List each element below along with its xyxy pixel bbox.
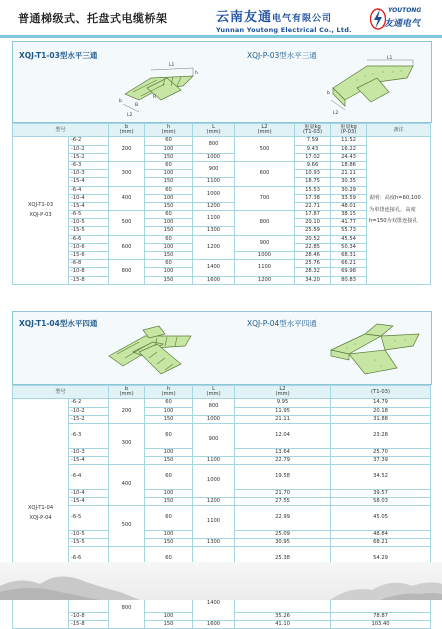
weight-cell: 68.21 bbox=[331, 538, 431, 546]
h-cell: 150 bbox=[145, 227, 193, 235]
weight-p-cell: 68.31 bbox=[331, 252, 367, 260]
col2-L-label: L bbox=[212, 386, 215, 392]
dim-label-r: R bbox=[153, 95, 157, 100]
suffix-cell: -10-4 bbox=[69, 194, 109, 202]
h-cell: 60 bbox=[145, 260, 193, 268]
suffix-cell: -15-5 bbox=[69, 227, 109, 235]
suffix-cell: -15-4 bbox=[69, 178, 109, 186]
L-cell: 1600 bbox=[193, 620, 235, 628]
page-header bbox=[0, 0, 442, 36]
L-cell: 1200 bbox=[193, 497, 235, 505]
model-name: XQJ-P-04 bbox=[29, 514, 52, 521]
b-cell: 800 bbox=[109, 260, 145, 285]
col-weight-label-p: 重量kg bbox=[340, 124, 357, 130]
L-cell: 1300 bbox=[193, 227, 235, 235]
weight-t1-cell: 10.93 bbox=[295, 170, 331, 178]
L-cell: 800 bbox=[193, 399, 235, 415]
suffix-cell: -10-2 bbox=[69, 407, 109, 415]
suffix-cell: -6-3 bbox=[69, 161, 109, 169]
col-L-unit: (mm) bbox=[206, 129, 221, 136]
suffix-cell: -10-5 bbox=[69, 530, 109, 538]
dim-label-h: h bbox=[195, 71, 198, 76]
weight-p-cell: 11.52 bbox=[331, 137, 367, 145]
L-cell: 1200 bbox=[193, 202, 235, 210]
weight-t1-cell: 7.59 bbox=[295, 137, 331, 145]
h-cell: 150 bbox=[145, 415, 193, 423]
model-names-cell bbox=[13, 137, 69, 284]
L-cell: 1000 bbox=[193, 153, 235, 161]
h-cell: 60 bbox=[145, 465, 193, 490]
table-row bbox=[13, 465, 431, 490]
col2-L-unit: (mm) bbox=[206, 391, 221, 398]
table-row bbox=[13, 506, 431, 531]
weight-t1-cell: 17.38 bbox=[295, 194, 331, 202]
b-cell: 400 bbox=[109, 186, 145, 211]
h-cell: 100 bbox=[145, 145, 193, 153]
col2-b-unit: (mm) bbox=[119, 391, 134, 398]
L-cell: 1300 bbox=[193, 538, 235, 546]
L-cell: 1000 bbox=[193, 415, 235, 423]
table-row bbox=[13, 538, 431, 546]
b-cell: 400 bbox=[109, 465, 145, 506]
table-row bbox=[13, 415, 431, 423]
L2-cell: 30.95 bbox=[235, 538, 331, 546]
weight-p-cell: 55.73 bbox=[331, 227, 367, 235]
weight-cell: 48.84 bbox=[331, 530, 431, 538]
h-cell: 100 bbox=[145, 407, 193, 415]
suffix-cell: -15-4 bbox=[69, 497, 109, 505]
b-cell: 800 bbox=[109, 588, 145, 629]
suffix-cell: -6-4 bbox=[69, 465, 109, 490]
weight-p-cell: 38.15 bbox=[331, 211, 367, 219]
col2-weight bbox=[331, 386, 431, 399]
h-cell: 100 bbox=[145, 243, 193, 251]
suffix-cell: -6-5 bbox=[69, 211, 109, 219]
table-row bbox=[13, 456, 431, 464]
b-cell: 500 bbox=[109, 211, 145, 236]
L2-cell: 21.11 bbox=[235, 415, 331, 423]
section1-diagrams bbox=[12, 41, 432, 123]
col2-L bbox=[193, 386, 235, 399]
L2-cell: 700 bbox=[235, 186, 295, 211]
L2-cell: 9.95 bbox=[235, 399, 331, 407]
col2-h-label: h bbox=[166, 386, 171, 392]
weight-cell: 45.05 bbox=[331, 506, 431, 531]
L-cell: 1100 bbox=[193, 211, 235, 227]
col-L2 bbox=[235, 124, 295, 137]
suffix-cell: -15-2 bbox=[69, 153, 109, 161]
model-name: XQJ-T1-03 bbox=[27, 201, 54, 208]
col2-L2-unit: (mm) bbox=[275, 391, 290, 398]
L2-cell: 41.10 bbox=[235, 620, 331, 628]
h-cell: 60 bbox=[145, 211, 193, 219]
h-cell: 60 bbox=[145, 423, 193, 448]
table-row bbox=[13, 423, 431, 448]
logo-text-cn: 友通电气 bbox=[384, 19, 421, 29]
h-cell: 100 bbox=[145, 489, 193, 497]
h-cell: 60 bbox=[145, 399, 193, 407]
h-cell: 60 bbox=[145, 506, 193, 531]
weight-t1-cell: 20.52 bbox=[295, 235, 331, 243]
h-cell: 100 bbox=[145, 268, 193, 276]
col2-weight-unit: (T1-03) bbox=[371, 388, 391, 395]
L2-cell: 19.58 bbox=[235, 465, 331, 490]
spec-table-tee bbox=[12, 123, 431, 285]
col-b-label: b bbox=[124, 124, 129, 130]
h-cell: 150 bbox=[145, 620, 193, 628]
col2-L2-label: L2 bbox=[279, 386, 286, 392]
suffix-cell: -6-5 bbox=[69, 506, 109, 531]
L-cell: 1100 bbox=[193, 506, 235, 539]
table-row bbox=[13, 399, 431, 407]
weight-cell: 103.40 bbox=[331, 620, 431, 628]
b-cell: 300 bbox=[109, 423, 145, 464]
ink-mountain-decoration bbox=[0, 562, 442, 600]
model-name: XQJ-P-03 bbox=[29, 211, 52, 218]
suffix-cell: -15-4 bbox=[69, 202, 109, 210]
h-cell: 60 bbox=[145, 547, 193, 572]
weight-cell: 54.29 bbox=[331, 547, 431, 572]
L2-cell: 25.38 bbox=[235, 547, 331, 572]
L-cell: 1000 bbox=[193, 465, 235, 498]
brand-suffix-cn: 电气有限公司 bbox=[272, 14, 333, 24]
L-cell: 1200 bbox=[193, 235, 235, 260]
logo-text-en: YOUTONG bbox=[388, 7, 422, 14]
suffix-cell: -10-3 bbox=[69, 170, 109, 178]
spec-table-tee-body bbox=[13, 137, 431, 284]
weight-cell: 25.70 bbox=[331, 448, 431, 456]
tray-dim-label-l2: L2 bbox=[333, 111, 339, 116]
weight-p-cell: 24.43 bbox=[331, 153, 367, 161]
suffix-cell: -10-8 bbox=[69, 268, 109, 276]
L2-cell: 22.99 bbox=[235, 506, 331, 531]
col-model: 型号 bbox=[13, 124, 109, 137]
suffix-cell: -6-6 bbox=[69, 547, 109, 572]
col-note: 备注 bbox=[367, 124, 431, 137]
h-cell: 100 bbox=[145, 612, 193, 620]
b-cell: 200 bbox=[109, 137, 145, 162]
suffix-cell: -15-2 bbox=[69, 415, 109, 423]
weight-cell: 34.52 bbox=[331, 465, 431, 490]
L2-cell: 1000 bbox=[235, 252, 295, 260]
b-cell: 500 bbox=[109, 506, 145, 547]
header-divider bbox=[0, 35, 442, 38]
h-cell: 100 bbox=[145, 170, 193, 178]
col-weight-t1 bbox=[295, 124, 331, 137]
b-cell: 600 bbox=[109, 235, 145, 260]
col-L-label: L bbox=[212, 124, 215, 130]
h-cell: 100 bbox=[145, 219, 193, 227]
weight-p-cell: 80.83 bbox=[331, 276, 367, 284]
suffix-cell: -10-5 bbox=[69, 219, 109, 227]
weight-p-cell: 50.34 bbox=[331, 243, 367, 251]
col2-L2 bbox=[235, 386, 331, 399]
h-cell: 100 bbox=[145, 530, 193, 538]
weight-t1-cell: 34.20 bbox=[295, 276, 331, 284]
suffix-cell: -6-2 bbox=[69, 399, 109, 407]
h-cell: 150 bbox=[145, 538, 193, 546]
h-cell: 150 bbox=[145, 252, 193, 260]
brand-name-en: Yunnan Youtong Electrical Co., Ltd. bbox=[216, 26, 352, 34]
col2-b bbox=[109, 386, 145, 399]
h-cell: 150 bbox=[145, 456, 193, 464]
table-row bbox=[13, 137, 431, 145]
weight-t1-cell: 25.59 bbox=[295, 227, 331, 235]
weight-cell: 14.79 bbox=[331, 399, 431, 407]
note-line: h=150为双排连接孔 bbox=[369, 218, 418, 225]
L2-cell: 11.95 bbox=[235, 407, 331, 415]
L2-cell: 800 bbox=[235, 211, 295, 236]
col-b bbox=[109, 124, 145, 137]
h-cell: 150 bbox=[145, 276, 193, 284]
weight-t1-cell: 28.46 bbox=[295, 252, 331, 260]
suffix-cell: -10-3 bbox=[69, 448, 109, 456]
weight-p-cell: 69.98 bbox=[331, 268, 367, 276]
weight-cell: 39.57 bbox=[331, 489, 431, 497]
L-cell: 1600 bbox=[193, 276, 235, 284]
h-cell: 150 bbox=[145, 497, 193, 505]
L2-cell: 900 bbox=[235, 235, 295, 251]
section2-diagrams bbox=[12, 311, 432, 385]
suffix-cell: -6-2 bbox=[69, 137, 109, 145]
weight-p-cell: 41.77 bbox=[331, 219, 367, 227]
tray-tee-diagram bbox=[321, 54, 417, 118]
weight-t1-cell: 17.02 bbox=[295, 153, 331, 161]
L-cell: 900 bbox=[193, 423, 235, 456]
L2-cell: 1200 bbox=[235, 276, 295, 284]
weight-cell: 37.39 bbox=[331, 456, 431, 464]
weight-t1-cell: 22.71 bbox=[295, 202, 331, 210]
dim-label-l1: L1 bbox=[169, 63, 175, 68]
col-b-unit: (mm) bbox=[119, 129, 134, 136]
weight-p-cell: 66.21 bbox=[331, 260, 367, 268]
suffix-cell: -6-4 bbox=[69, 186, 109, 194]
dim-label-b: b bbox=[119, 99, 122, 104]
b-cell: 300 bbox=[109, 161, 145, 186]
table-row bbox=[13, 497, 431, 505]
col-weight-t1-unit: (T1-03) bbox=[303, 129, 323, 136]
suffix-cell: -15-4 bbox=[69, 456, 109, 464]
h-cell: 100 bbox=[145, 448, 193, 456]
h-cell: 150 bbox=[145, 178, 193, 186]
tray-cross-diagram bbox=[325, 320, 425, 382]
weight-cell: 58.03 bbox=[331, 497, 431, 505]
weight-p-cell: 21.11 bbox=[331, 170, 367, 178]
col-weight-p-unit: (P-03) bbox=[340, 129, 357, 136]
weight-t1-cell: 25.76 bbox=[295, 260, 331, 268]
h-cell: 150 bbox=[145, 153, 193, 161]
weight-p-cell: 16.22 bbox=[331, 145, 367, 153]
section1-right-title: XQJ-P-03型水平三通 bbox=[247, 51, 317, 60]
weight-cell: 78.87 bbox=[331, 612, 431, 620]
weight-t1-cell: 9.66 bbox=[295, 161, 331, 169]
suffix-cell: -10-8 bbox=[69, 612, 109, 620]
col-h-label: h bbox=[166, 124, 171, 130]
weight-p-cell: 18.86 bbox=[331, 161, 367, 169]
col2-b-label: b bbox=[124, 386, 129, 392]
L-cell: 1400 bbox=[193, 588, 235, 621]
suffix-cell: -10-6 bbox=[69, 243, 109, 251]
table-row bbox=[13, 620, 431, 628]
weight-t1-cell: 17.87 bbox=[295, 211, 331, 219]
suffix-cell: -15-8 bbox=[69, 276, 109, 284]
col-weight-label: 重量kg bbox=[304, 124, 321, 130]
col-weight-p bbox=[331, 124, 367, 137]
h-cell: 150 bbox=[145, 202, 193, 210]
col2-h-unit: (mm) bbox=[161, 391, 176, 398]
L2-cell: 13.64 bbox=[235, 448, 331, 456]
company-logo bbox=[370, 6, 428, 32]
L2-cell: 500 bbox=[235, 137, 295, 162]
h-cell: 60 bbox=[145, 161, 193, 169]
brand-block bbox=[216, 6, 352, 34]
tray-dim-label-b: b bbox=[327, 91, 330, 96]
L-cell: 1400 bbox=[193, 260, 235, 276]
L-cell: 900 bbox=[193, 161, 235, 177]
weight-p-cell: 33.59 bbox=[331, 194, 367, 202]
weight-cell: 31.88 bbox=[331, 415, 431, 423]
tray-dim-label-l1: L1 bbox=[387, 56, 393, 61]
model-name: XQJ-T1-04 bbox=[27, 504, 54, 511]
suffix-cell: -6-6 bbox=[69, 235, 109, 243]
b-cell: 200 bbox=[109, 399, 145, 424]
weight-p-cell: 48.01 bbox=[331, 202, 367, 210]
col2-h bbox=[145, 386, 193, 399]
brand-name-cn: 云南友通 bbox=[216, 10, 273, 25]
note-line: 为单排连接孔，高度 bbox=[369, 206, 416, 213]
weight-t1-cell: 20.10 bbox=[295, 219, 331, 227]
h-cell: 100 bbox=[145, 194, 193, 202]
weight-cell: 20.18 bbox=[331, 407, 431, 415]
h-cell: 60 bbox=[145, 137, 193, 145]
col-h-unit: (mm) bbox=[161, 129, 176, 136]
L-cell: 1100 bbox=[193, 178, 235, 186]
section1-left-title: XQJ-T1-03型水平三通 bbox=[19, 51, 98, 60]
L2-cell: 1100 bbox=[235, 260, 295, 276]
dim-label-B: B bbox=[135, 103, 139, 108]
dim-label-l2: L2 bbox=[127, 113, 133, 118]
weight-p-cell: 45.54 bbox=[331, 235, 367, 243]
weight-t1-cell: 22.85 bbox=[295, 243, 331, 251]
ladder-tee-diagram bbox=[109, 56, 201, 118]
weight-p-cell: 30.35 bbox=[331, 178, 367, 186]
col-L2-label: L2 bbox=[261, 124, 268, 130]
col-L bbox=[193, 124, 235, 137]
L2-cell: 35.26 bbox=[235, 612, 331, 620]
L2-cell: 25.09 bbox=[235, 530, 331, 538]
h-cell: 60 bbox=[145, 186, 193, 194]
weight-t1-cell: 15.53 bbox=[295, 186, 331, 194]
L2-cell: 12.04 bbox=[235, 423, 331, 448]
suffix-cell: -6-3 bbox=[69, 423, 109, 448]
col2-model: 型号 bbox=[13, 386, 109, 399]
suffix-cell: -15-5 bbox=[69, 538, 109, 546]
L2-cell: 22.79 bbox=[235, 456, 331, 464]
col-L2-unit: (mm) bbox=[257, 129, 272, 136]
suffix-cell: -15-6 bbox=[69, 252, 109, 260]
L-cell: 1000 bbox=[193, 186, 235, 202]
col-h bbox=[145, 124, 193, 137]
weight-t1-cell: 9.43 bbox=[295, 145, 331, 153]
suffix-cell: -6-8 bbox=[69, 260, 109, 268]
weight-t1-cell: 18.75 bbox=[295, 178, 331, 186]
weight-cell: 23.28 bbox=[331, 423, 431, 448]
L2-cell: 21.70 bbox=[235, 489, 331, 497]
L-cell: 1100 bbox=[193, 456, 235, 464]
L2-cell: 600 bbox=[235, 161, 295, 186]
section2-right-title: XQJ-P-04型水平四通 bbox=[247, 319, 317, 328]
weight-t1-cell: 28.32 bbox=[295, 268, 331, 276]
note-cell bbox=[367, 137, 431, 284]
L2-cell: 27.55 bbox=[235, 497, 331, 505]
footer-landscape bbox=[0, 562, 442, 600]
h-cell: 60 bbox=[145, 235, 193, 243]
ladder-cross-diagram bbox=[99, 322, 199, 384]
suffix-cell: -10-2 bbox=[69, 145, 109, 153]
page-title: 普通梯级式、托盘式电缆桥架 bbox=[18, 12, 168, 25]
L-cell: 800 bbox=[193, 137, 235, 153]
weight-p-cell: 30.29 bbox=[331, 186, 367, 194]
note-line: 说明：高度h=60,100 bbox=[369, 195, 421, 202]
suffix-cell: -15-8 bbox=[69, 620, 109, 628]
section2-left-title: XQJ-T1-04型水平四通 bbox=[19, 319, 98, 328]
suffix-cell: -10-4 bbox=[69, 489, 109, 497]
